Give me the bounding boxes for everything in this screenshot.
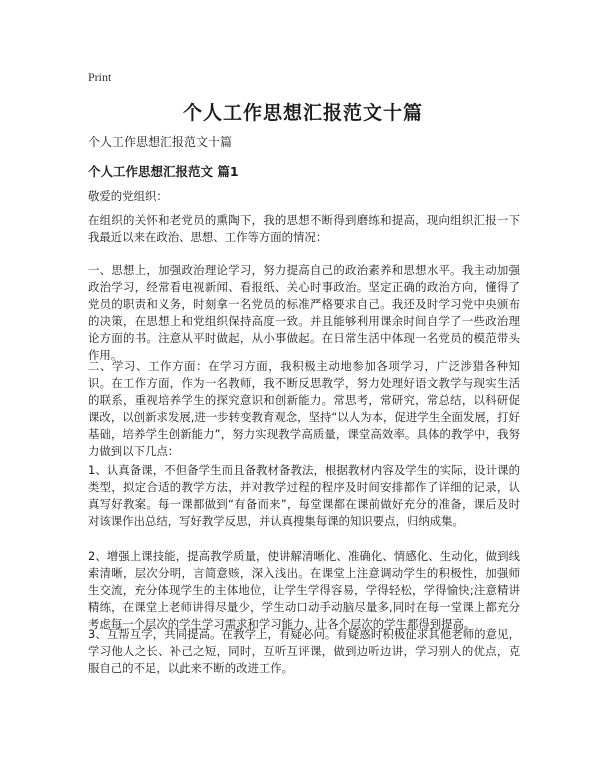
document-subtitle: 个人工作思想汇报范文十篇 [88,135,233,149]
paragraph-point-3: 3、互帮互学，共同提高。在教学上，有疑必问。有疑惑时积极征求其他老师的意见，学习他人之长、补己之短，同时，互听互评课，做到边听边讲，学习别人的优点，克服自己的不足，以此来不断的改进工作。 [88,627,520,675]
document-title: 个人工作思想汇报范文十篇 [182,102,423,124]
greeting: 敬爱的党组织： [88,189,168,203]
section-heading: 个人工作思想汇报范文 篇1 [88,164,239,179]
paragraph-thought: 一、思想上，加强政治理论学习，努力提高自己的政治素养和思想水平。我主动加强政治学习，经常看电视新闻、看报纸、关心时事政治。坚定正确的政治方向，懂得了党员的职责和义务，时刻拿一名党员的标准严格要求自己。我还及时学习党中央颁布的决策，在思想上和党组织保持高度一致。并且能够利用课余时间自学了一些政治理论方面的书。注意从平时做起，从小事做起。在日常生活中体现一名党员的模范带头作用。 [88,263,520,362]
paragraph-intro: 在组织的关怀和老党员的熏陶下，我的思想不断得到磨练和提高，现向组织汇报一下我最近以来在政治、思想、工作等方面的情况： [88,213,520,244]
print-label[interactable]: Print [88,70,112,84]
paragraph-point-2: 2、增强上课技能，提高教学质量，使讲解清晰化、准确化、情感化、生动化，做到线索清晰，层次分明，言简意赅，深入浅出。在课堂上注意调动学生的积极性，加强师生交流，充分体现学生的主体地位，让学生学得容易，学得轻松，学得愉快;注意精讲精练，在课堂上老师讲得尽量少，学生动口动手动脑尽量多,同时在每一堂课上都充分考虑每一个层次的学生学习需求和学习能力，让各个层次的学生都得到提高。 [88,549,520,631]
paragraph-point-1: 1、认真备课，不但备学生而且备教材备教法，根据教材内容及学生的实际，设计课的类型，拟定合适的教学方法，并对教学过程的程序及时间安排都作了详细的记录，认真写好教案。每一课都做到“有备而来”，每堂课都在课前做好充分的准备，课后及时对该课作出总结，写好教学反思，并认真搜集每课的知识要点，归纳成集。 [88,463,520,528]
paragraph-study-work: 二、学习、工作方面：在学习方面，我积极主动地参加各项学习，广泛涉猎各种知识。在工作方面，作为一名教师，我不断反思教学，努力处理好语文教学与现实生活的联系，重视培养学生的探究意识和创新能力。常思考，常研究，常总结，以科研促课改，以创新求发展,进一步转变教育观念，坚持“以人为本，促进学生全面发展，打好基础，培养学生创新能力”，努力实现教学高质量，课堂高效率。具体的教学中，我努力做到以下几点： [88,359,520,458]
